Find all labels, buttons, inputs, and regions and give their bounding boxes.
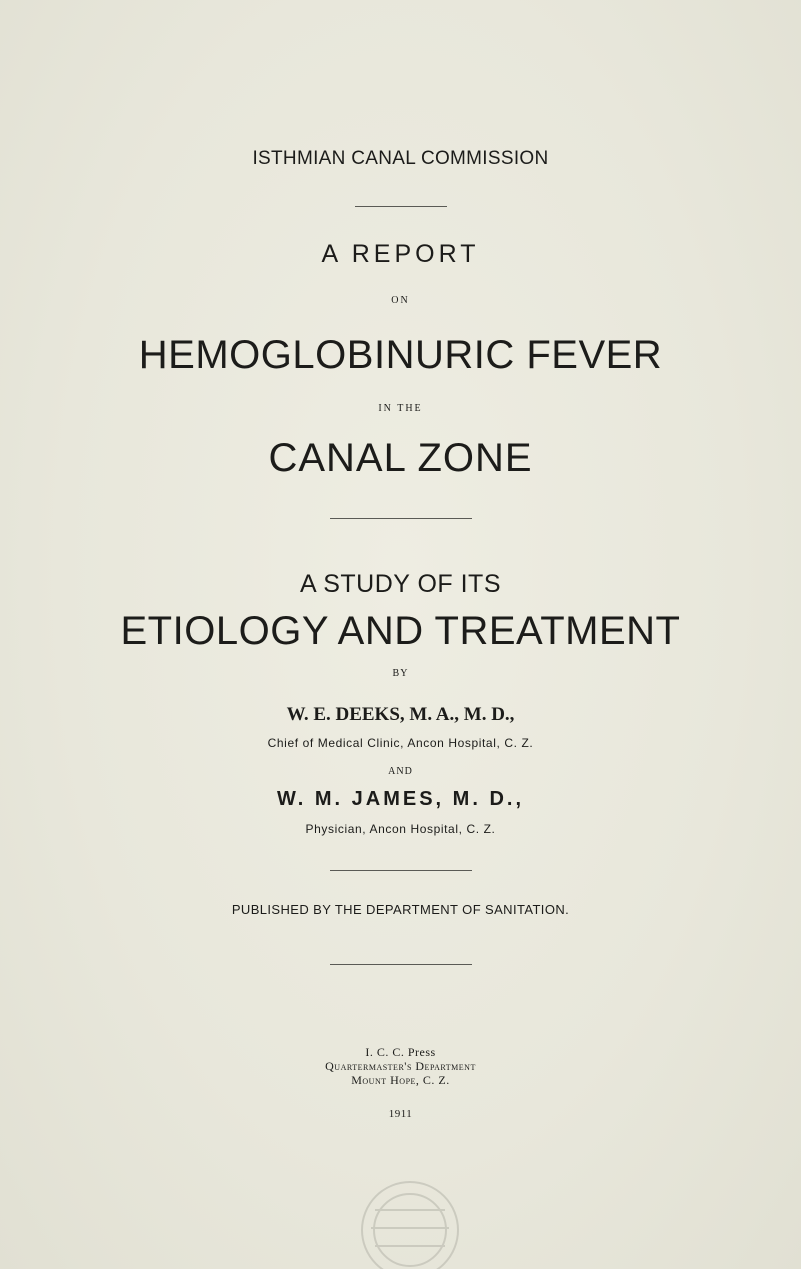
author-title: Chief of Medical Clinic, Ancon Hospital, C. Z. <box>267 736 534 750</box>
author-name: W. E. DEEKS, M. A., M. D., <box>286 704 515 725</box>
author-name: W. M. JAMES, M. D., <box>276 788 524 810</box>
library-stamp-watermark <box>335 1160 485 1269</box>
divider-rule <box>330 870 472 871</box>
press-department: Quartermaster's Department <box>325 1059 476 1073</box>
in-the-label: IN THE <box>378 403 423 414</box>
press-name: I. C. C. Press <box>365 1045 436 1059</box>
on-label: ON <box>391 295 410 306</box>
divider-rule <box>355 206 447 207</box>
divider-rule <box>330 518 472 519</box>
topic-title: ETIOLOGY AND TREATMENT <box>120 609 681 653</box>
and-label: AND <box>388 766 413 777</box>
subject-title: HEMOGLOBINURIC FEVER <box>138 333 663 377</box>
location-title: CANAL ZONE <box>268 436 533 480</box>
by-label: BY <box>392 668 409 679</box>
commission-heading: ISTHMIAN CANAL COMMISSION <box>252 148 549 169</box>
study-heading: A STUDY OF ITS <box>299 570 502 598</box>
author-title: Physician, Ancon Hospital, C. Z. <box>305 822 496 836</box>
press-location: Mount Hope, C. Z. <box>351 1073 450 1087</box>
publisher-line: PUBLISHED BY THE DEPARTMENT OF SANITATION. <box>231 902 570 917</box>
report-heading: A REPORT <box>321 240 480 268</box>
divider-rule <box>330 964 472 965</box>
publication-year: 1911 <box>388 1108 413 1120</box>
